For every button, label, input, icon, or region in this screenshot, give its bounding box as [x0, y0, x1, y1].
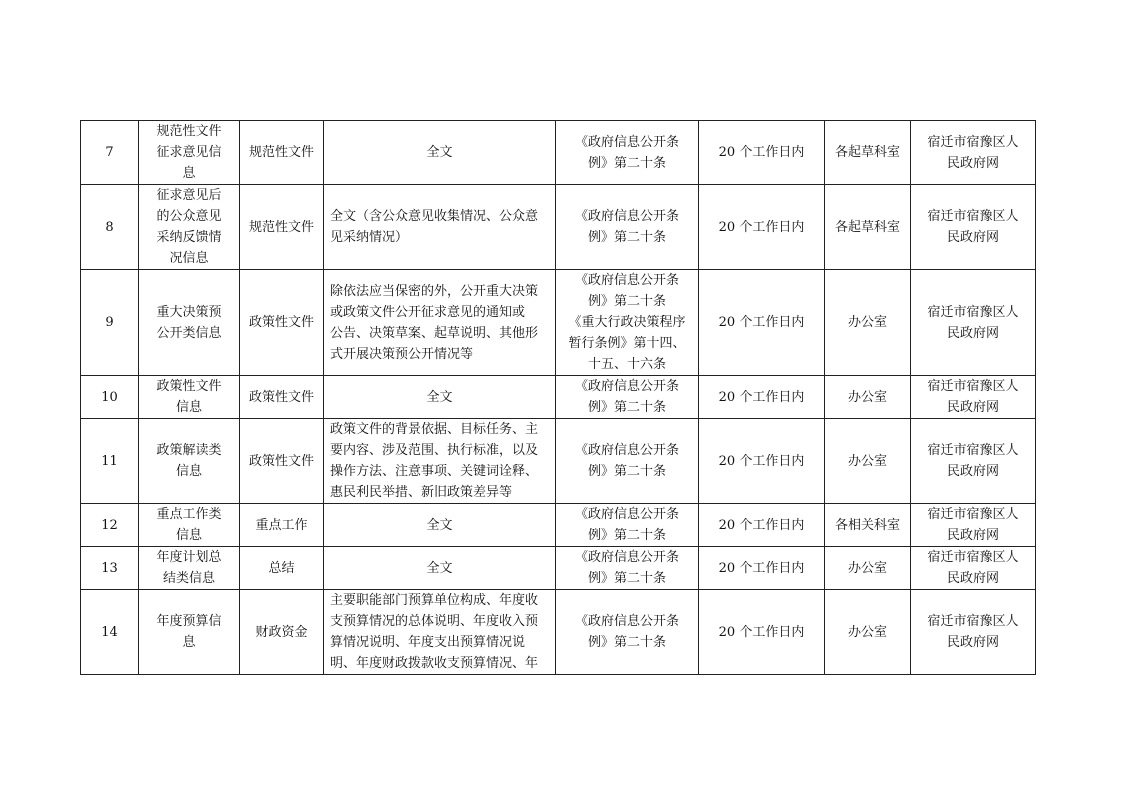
disclosure-deadline-cell: 20 个工作日内 — [699, 121, 825, 185]
item-name-cell: 政策性文件 信息 — [139, 376, 240, 419]
row-number-cell: 10 — [81, 376, 139, 419]
table-row — [81, 376, 1036, 419]
item-name-cell: 征求意见后 的公众意见 采纳反馈情 况信息 — [139, 185, 240, 270]
item-content-cell: 政策文件的背景依据、目标任务、主 要内容、涉及范围、执行标准，以及 操作方法、注意事项、关键词诠释、 惠民利民举措、新旧政策差异等 — [324, 419, 556, 504]
disclosure-channel-cell: 宿迁市宿豫区人 民政府网 — [911, 185, 1036, 270]
disclosure-channel-cell: 宿迁市宿豫区人 民政府网 — [911, 419, 1036, 504]
item-content-cell: 全文 — [324, 376, 556, 419]
disclosure-deadline-cell: 20 个工作日内 — [699, 185, 825, 270]
disclosure-channel-cell: 宿迁市宿豫区人 民政府网 — [911, 504, 1036, 547]
disclosure-deadline-cell: 20 个工作日内 — [699, 419, 825, 504]
table-row — [81, 419, 1036, 504]
table-row — [81, 504, 1036, 547]
item-category-cell: 规范性文件 — [240, 121, 324, 185]
item-content-cell: 主要职能部门预算单位构成、年度收 支预算情况的总体说明、年度收入预 算情况说明、年度支出预算情况说 明、年度财政拨款收支预算情况、年 — [324, 590, 556, 675]
item-name-cell: 年度计划总 结类信息 — [139, 547, 240, 590]
table-row — [81, 590, 1036, 675]
disclosure-deadline-cell: 20 个工作日内 — [699, 504, 825, 547]
item-name-cell: 规范性文件 征求意见信 息 — [139, 121, 240, 185]
disclosure-deadline-cell: 20 个工作日内 — [699, 270, 825, 376]
row-number-cell: 13 — [81, 547, 139, 590]
row-number-cell: 14 — [81, 590, 139, 675]
item-category-cell: 总结 — [240, 547, 324, 590]
legal-basis-cell: 《政府信息公开条 例》第二十条 — [556, 419, 699, 504]
item-name-cell: 年度预算信 息 — [139, 590, 240, 675]
item-name-cell: 政策解读类 信息 — [139, 419, 240, 504]
row-number-cell: 7 — [81, 121, 139, 185]
row-number-cell: 11 — [81, 419, 139, 504]
responsible-dept-cell: 办公室 — [825, 376, 911, 419]
responsible-dept-cell: 办公室 — [825, 590, 911, 675]
item-category-cell: 财政资金 — [240, 590, 324, 675]
item-category-cell: 政策性文件 — [240, 419, 324, 504]
legal-basis-cell: 《政府信息公开条 例》第二十条 — [556, 121, 699, 185]
legal-basis-cell: 《政府信息公开条 例》第二十条 — [556, 504, 699, 547]
row-number-cell: 8 — [81, 185, 139, 270]
responsible-dept-cell: 各起草科室 — [825, 121, 911, 185]
table-row — [81, 185, 1036, 270]
table-row — [81, 547, 1036, 590]
item-content-cell: 除依法应当保密的外，公开重大决策 或政策文件公开征求意见的通知或 公告、决策草案、起草说明、其他形 式开展决策预公开情况等 — [324, 270, 556, 376]
item-content-cell: 全文（含公众意见收集情况、公众意 见采纳情况） — [324, 185, 556, 270]
legal-basis-cell: 《政府信息公开条 例》第二十条 — [556, 547, 699, 590]
disclosure-channel-cell: 宿迁市宿豫区人 民政府网 — [911, 590, 1036, 675]
disclosure-channel-cell: 宿迁市宿豫区人 民政府网 — [911, 121, 1036, 185]
item-category-cell: 重点工作 — [240, 504, 324, 547]
responsible-dept-cell: 各起草科室 — [825, 185, 911, 270]
item-name-cell: 重点工作类 信息 — [139, 504, 240, 547]
item-name-cell: 重大决策预 公开类信息 — [139, 270, 240, 376]
legal-basis-cell: 《政府信息公开条 例》第二十条 — [556, 185, 699, 270]
item-content-cell: 全文 — [324, 547, 556, 590]
row-number-cell: 12 — [81, 504, 139, 547]
legal-basis-cell: 《政府信息公开条 例》第二十条 — [556, 376, 699, 419]
disclosure-channel-cell: 宿迁市宿豫区人 民政府网 — [911, 547, 1036, 590]
responsible-dept-cell: 各相关科室 — [825, 504, 911, 547]
disclosure-channel-cell: 宿迁市宿豫区人 民政府网 — [911, 376, 1036, 419]
item-content-cell: 全文 — [324, 504, 556, 547]
disclosure-deadline-cell: 20 个工作日内 — [699, 590, 825, 675]
item-category-cell: 政策性文件 — [240, 270, 324, 376]
table-row — [81, 121, 1036, 185]
responsible-dept-cell: 办公室 — [825, 270, 911, 376]
item-category-cell: 政策性文件 — [240, 376, 324, 419]
legal-basis-cell: 《政府信息公开条 例》第二十条 《重大行政决策程序 暂行条例》第十四、 十五、十六条 — [556, 270, 699, 376]
responsible-dept-cell: 办公室 — [825, 419, 911, 504]
legal-basis-cell: 《政府信息公开条 例》第二十条 — [556, 590, 699, 675]
table-row — [81, 270, 1036, 376]
responsible-dept-cell: 办公室 — [825, 547, 911, 590]
disclosure-table — [80, 120, 1036, 675]
item-category-cell: 规范性文件 — [240, 185, 324, 270]
item-content-cell: 全文 — [324, 121, 556, 185]
disclosure-deadline-cell: 20 个工作日内 — [699, 376, 825, 419]
table-body — [81, 121, 1036, 675]
disclosure-channel-cell: 宿迁市宿豫区人 民政府网 — [911, 270, 1036, 376]
row-number-cell: 9 — [81, 270, 139, 376]
disclosure-deadline-cell: 20 个工作日内 — [699, 547, 825, 590]
